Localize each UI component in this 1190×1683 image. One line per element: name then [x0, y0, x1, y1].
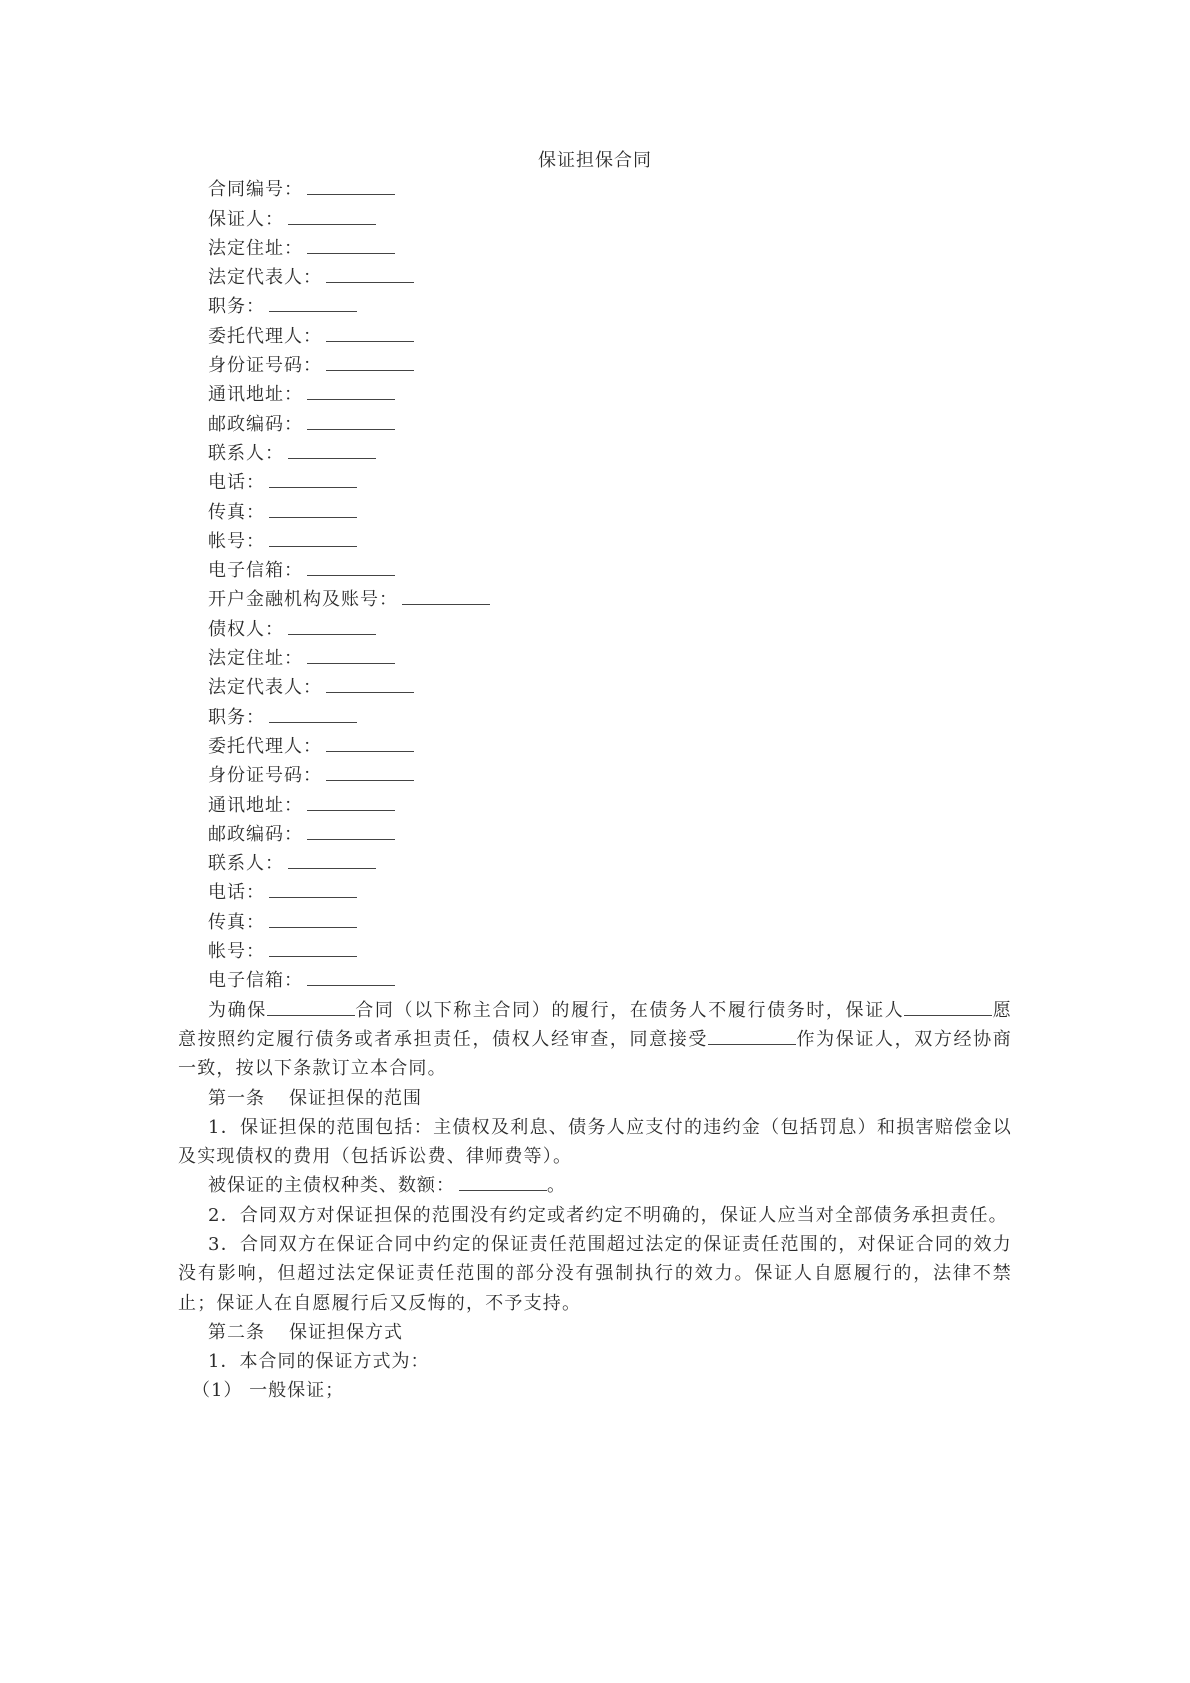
- address-field: [178, 234, 1012, 263]
- postal-code-field: [178, 410, 1012, 439]
- field-label: 身份证号码：: [208, 765, 322, 787]
- article-number: 第一条: [208, 1087, 265, 1109]
- blank-line[interactable]: [904, 997, 992, 1016]
- fax-field: [178, 498, 1012, 527]
- phone-field: [178, 878, 1012, 907]
- field-label: 身份证号码：: [208, 355, 322, 377]
- blank-line[interactable]: [326, 762, 414, 781]
- field-label: 债权人：: [208, 618, 284, 640]
- blank-line[interactable]: [307, 645, 395, 664]
- field-label: 委托代理人：: [208, 325, 322, 347]
- blank-line[interactable]: [288, 616, 376, 635]
- mailing-address-field: [178, 380, 1012, 409]
- field-label: 法定代表人：: [208, 677, 322, 699]
- guarantor-field: [178, 205, 1012, 234]
- legal-rep-field: [178, 263, 1012, 292]
- postal-code-field: [178, 820, 1012, 849]
- blank-line[interactable]: [307, 176, 395, 195]
- blank-line[interactable]: [269, 469, 357, 488]
- article-number: 第二条: [208, 1321, 265, 1343]
- field-label: 帐号：: [208, 530, 265, 552]
- article-title: 保证担保的范围: [289, 1087, 422, 1109]
- field-label: 通讯地址：: [208, 794, 303, 816]
- account-field: [178, 937, 1012, 966]
- field-label: 传真：: [208, 911, 265, 933]
- contact-field: [178, 849, 1012, 878]
- field-label: 合同编号：: [208, 179, 303, 201]
- blank-line[interactable]: [269, 528, 357, 547]
- field-label: 保证人：: [208, 208, 284, 230]
- email-field: [178, 556, 1012, 585]
- field-label: 法定住址：: [208, 237, 303, 259]
- agent-field: [178, 732, 1012, 761]
- field-label: 电子信箱：: [208, 970, 303, 992]
- blank-line[interactable]: [269, 909, 357, 928]
- blank-line[interactable]: [288, 206, 376, 225]
- preamble-text: 为确保: [208, 999, 267, 1021]
- field-label: 法定住址：: [208, 648, 303, 670]
- article-title: 保证担保方式: [289, 1321, 403, 1343]
- field-label: 邮政编码：: [208, 823, 303, 845]
- position-field: [178, 703, 1012, 732]
- address-field: [178, 644, 1012, 673]
- account-field: [178, 527, 1012, 556]
- field-label: 开户金融机构及账号：: [208, 589, 398, 611]
- blank-line[interactable]: [307, 792, 395, 811]
- id-number-field: [178, 761, 1012, 790]
- blank-line[interactable]: [269, 704, 357, 723]
- blank-line[interactable]: [326, 352, 414, 371]
- contract-page: [178, 146, 1012, 1406]
- blank-line[interactable]: [307, 411, 395, 430]
- bank-account-field: [178, 585, 1012, 614]
- guarantor-section: [178, 175, 1012, 614]
- field-label: 传真：: [208, 501, 265, 523]
- legal-rep-field: [178, 673, 1012, 702]
- article-1-clause-2: 2．合同双方对保证担保的范围没有约定或者约定不明确的，保证人应当对全部债务承担责任。: [208, 1204, 1008, 1226]
- blank-line[interactable]: [326, 733, 414, 752]
- field-label: 联系人：: [208, 853, 284, 875]
- article-2-clause-1: 1．本合同的保证方式为：: [208, 1351, 430, 1373]
- claim-label: 被保证的主债权种类、数额：: [208, 1175, 455, 1197]
- blank-line[interactable]: [459, 1172, 547, 1191]
- field-label: 邮政编码：: [208, 413, 303, 435]
- article-2-heading: [178, 1318, 1012, 1347]
- article-2-option-1: （1） 一般保证；: [192, 1380, 345, 1402]
- article-1-clause-3: 3．合同双方在保证合同中约定的保证责任范围超过法定的保证责任范围的，对保证合同的效力没有影响，但超过法定保证责任范围的部分没有强制执行的效力。保证人自愿履行的，法律不禁止；保证人在自愿履行后又反悔的，不予支持。: [178, 1233, 1012, 1314]
- position-field: [178, 292, 1012, 321]
- blank-line[interactable]: [307, 967, 395, 986]
- blank-line[interactable]: [288, 850, 376, 869]
- field-label: 电话：: [208, 882, 265, 904]
- field-label: 通讯地址：: [208, 384, 303, 406]
- blank-line[interactable]: [307, 557, 395, 576]
- blank-line[interactable]: [326, 323, 414, 342]
- field-label: 委托代理人：: [208, 735, 322, 757]
- claim-end: 。: [547, 1175, 566, 1197]
- blank-line[interactable]: [307, 235, 395, 254]
- blank-line[interactable]: [269, 879, 357, 898]
- preamble-text: 合同（以下称主合同）的履行，在债务人不履行债务时，保证人: [354, 999, 905, 1021]
- preamble-text: 作为保证人，双方经协商一致，按以下条款订立本合同。: [178, 1028, 1012, 1080]
- blank-line[interactable]: [708, 1026, 796, 1045]
- article-1-heading: [178, 1084, 1012, 1113]
- field-label: 法定代表人：: [208, 267, 322, 289]
- fax-field: [178, 908, 1012, 937]
- secured-claim-line: [178, 1171, 1012, 1200]
- agent-field: [178, 322, 1012, 351]
- preamble-text: 愿意按照约定履行债务或者承担责任，债权人经审查，同意接受: [178, 999, 1012, 1050]
- preamble-paragraph: [178, 996, 1012, 1084]
- blank-line[interactable]: [402, 586, 490, 605]
- contact-field: [178, 439, 1012, 468]
- field-label: 职务：: [208, 706, 265, 728]
- phone-field: [178, 468, 1012, 497]
- blank-line[interactable]: [269, 938, 357, 957]
- field-label: 帐号：: [208, 941, 265, 963]
- document-title: 保证担保合同: [538, 150, 652, 171]
- blank-line[interactable]: [326, 674, 414, 693]
- id-number-field: [178, 351, 1012, 380]
- blank-line[interactable]: [307, 381, 395, 400]
- blank-line[interactable]: [326, 264, 414, 283]
- contract-number-field: [178, 175, 1012, 204]
- email-field: [178, 966, 1012, 995]
- blank-line[interactable]: [269, 499, 357, 518]
- creditor-section: [178, 615, 1012, 996]
- blank-line[interactable]: [269, 293, 357, 312]
- field-label: 电话：: [208, 472, 265, 494]
- blank-line[interactable]: [267, 997, 355, 1016]
- mailing-address-field: [178, 791, 1012, 820]
- blank-line[interactable]: [307, 821, 395, 840]
- blank-line[interactable]: [288, 440, 376, 459]
- field-label: 电子信箱：: [208, 560, 303, 582]
- creditor-field: [178, 615, 1012, 644]
- field-label: 职务：: [208, 296, 265, 318]
- field-label: 联系人：: [208, 442, 284, 464]
- article-1-clause-1: 1．保证担保的范围包括：主债权及利息、债务人应支付的违约金（包括罚息）和损害赔偿金以及实现债权的费用（包括诉讼费、律师费等）。: [178, 1116, 1012, 1168]
